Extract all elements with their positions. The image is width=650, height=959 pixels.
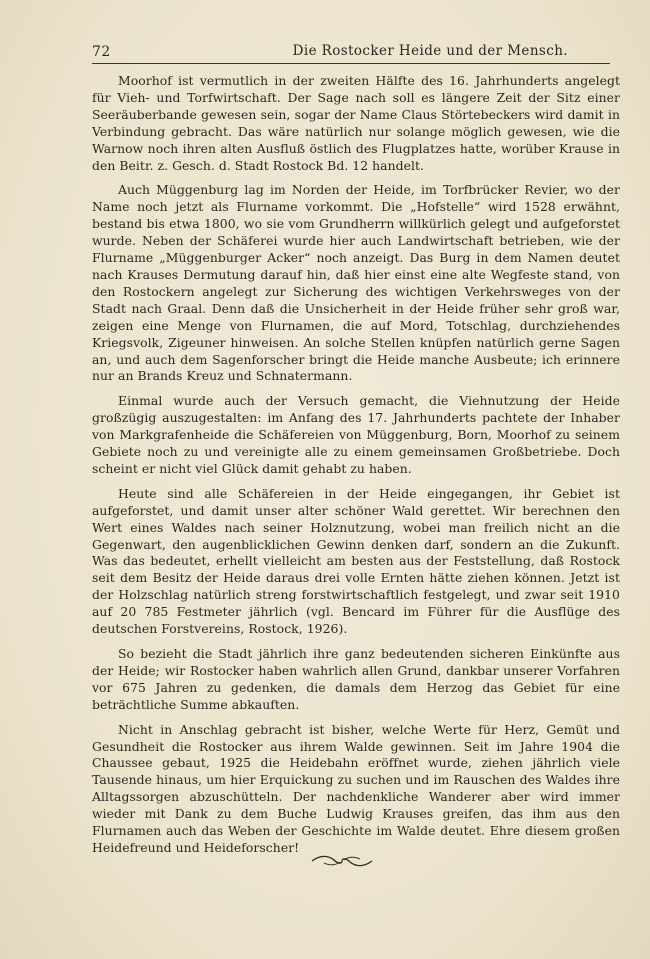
body-text xyxy=(92,73,620,865)
paragraph-viehnutzung: Einmal wurde auch der Versuch gemacht, die Viehnutzung der Heide großzügig auszugestalten: im Anfang des 17. Jahrhunderts pachtete der Inhaber von Markgrafenheide die Schäfereien von Müggenburg, Born, Moorhof zu seinem Gebiete noch zu und vereinigte alle zu einem gemeinsamen Großbetriebe. Doch scheint er nicht viel Glück damit gehabt zu haben. xyxy=(92,393,620,476)
paragraph-moorhof: Moorhof ist vermutlich in der zweiten Hälfte des 16. Jahrhunderts angelegt für Vieh- und Torfwirtschaft. Der Sage nach soll es längere Zeit der Sitz einer Seeräuberbande gewesen sein, sogar der Name Claus Störtebeckers wird damit in Verbindung gebracht. Das wäre natürlich nur solange möglich gewesen, wie die Warnow noch ihren alten Ausfluß östlich des Flugplatzes hatte, worüber Krause in den Beitr. z. Gesch. d. Stadt Rostock Bd. 12 handelt. xyxy=(92,73,620,173)
flourish-ornament-icon xyxy=(310,854,374,868)
paragraph-erholung: Nicht in Anschlag gebracht ist bisher, welche Werte für Herz, Gemüt und Gesundheit die Rostocker aus ihrem Walde gewinnen. Seit im Jahre 1904 die Chaussee gebaut, 1925 die Heidebahn eröffnet wurde, ziehen jährlich viele Tausende hinaus, um hier Erquickung zu suchen und im Rauschen des Waldes ihre Alltagssorgen abzuschütteln. Der nachdenkliche Wanderer aber wird immer wieder mit Dank zu dem Buche Ludwig Krauses greifen, das ihm aus den Flurnamen auch das Weben der Geschichte im Walde deutet. Ehre diesem großen Heidefreund und Heideforscher! xyxy=(92,721,620,855)
running-title: Die Rostocker Heide und der Mensch. xyxy=(292,43,568,59)
page-header xyxy=(92,40,610,64)
page-number: 72 xyxy=(92,44,111,60)
paragraph-einkuenfte: So bezieht die Stadt jährlich ihre ganz bedeutenden sicheren Einkünfte aus der Heide; wir Rostocker haben wahrlich allen Grund, dankbar unserer Vorfahren vor 675 Jahren zu gedenken, die damals dem Herzog das Gebiet für eine beträchtliche Summe abkauften. xyxy=(92,646,620,712)
paragraph-mueggenburg: Auch Müggenburg lag im Norden der Heide, im Torfbrücker Revier, wo der Name noch jetzt als Flurname vorkommt. Die „Hofstelle“ wird 1528 erwähnt, bestand bis etwa 1800, wo sie vom Grundherrn willkürlich gelegt und aufgeforstet wurde. Neben der Schäferei wurde hier auch Landwirtschaft betrieben, wie der Flurname „Müggenburger Acker“ noch anzeigt. Das Burg in dem Namen deutet nach Krauses Dermutung darauf hin, daß hier einst eine alte Wegfeste stand, von den Rostockern angelegt zur Sicherung des wichtigen Verkehrsweges von der Stadt nach Graal. Denn daß die Unsicherheit in der Heide früher sehr groß war, zeigen eine Menge von Flurnamen, die auf Mord, Totschlag, durchziehendes Kriegsvolk, Zigeuner hinweisen. An solche Stellen knüpfen natürlich gerne Sagen an, und auch dem Sagenforscher bringt die Heide manche Ausbeute; ich erinnere nur an Brands Kreuz und Schnatermann. xyxy=(92,182,620,384)
header-rule xyxy=(92,63,610,64)
paragraph-waldwert: Heute sind alle Schäfereien in der Heide eingegangen, ihr Gebiet ist aufgeforstet, und damit unser alter schöner Wald gerettet. Wir berechnen den Wert eines Waldes nach seiner Holznutzung, wobei man freilich nicht an die Gegenwart, den augenblicklichen Gewinn denken darf, sondern an die Zukunft. Was das bedeutet, erhellt vielleicht am besten aus der Feststellung, daß Rostock seit dem Besitz der Heide daraus drei volle Ernten hätte ziehen können. Jetzt ist der Holzschlag natürlich streng forstwirtschaftlich festgelegt, und zwar seit 1910 auf 20 785 Festmeter jährlich (vgl. Bencard im Führer für die Ausflüge des deutschen Forstvereins, Rostock, 1926). xyxy=(92,485,620,637)
